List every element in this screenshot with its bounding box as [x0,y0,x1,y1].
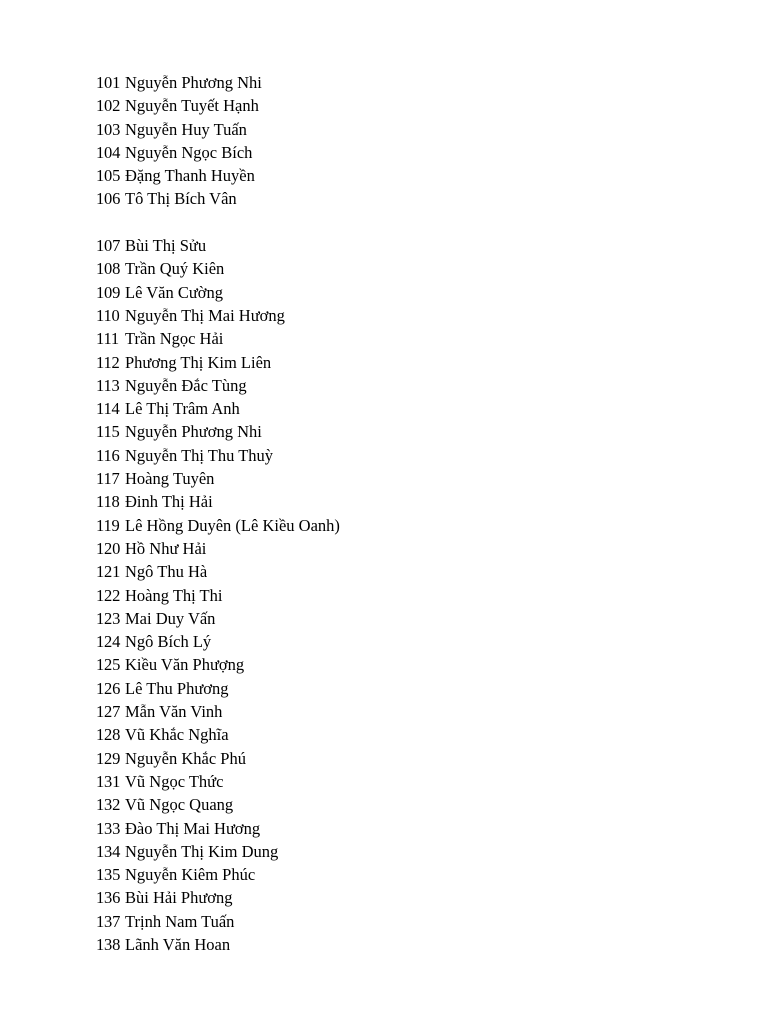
list-item [96,514,340,537]
list-item [96,467,340,490]
list-item [96,653,340,676]
entry-number: 137 [96,911,121,931]
list-item [96,770,340,793]
list-item [96,327,340,350]
entry-name: Lãnh Văn Hoan [125,934,231,954]
list-item [96,607,340,630]
list-item [96,630,340,653]
entry-number: 131 [96,771,121,791]
entry-name: Nguyễn Thị Mai Hương [125,305,285,325]
list-item [96,141,340,164]
entry-name: Vũ Khắc Nghĩa [125,725,229,745]
list-item [96,910,340,933]
entry-number: 103 [96,119,121,139]
entry-name: Nguyễn Ngọc Bích [125,142,253,162]
entry-name: Trịnh Nam Tuấn [125,911,235,931]
entry-number: 114 [96,399,120,419]
list-item [96,374,340,397]
entry-number: 101 [96,73,121,92]
list-item [96,281,340,304]
entry-number: 125 [96,655,121,675]
entry-name: Vũ Ngọc Quang [125,795,234,815]
entry-name: Lê Hồng Duyên (Lê Kiều Oanh) [125,515,340,535]
entry-name: Đinh Thị Hải [125,492,213,512]
entry-name: Nguyễn Phương Nhi [125,422,262,442]
list-item [96,94,340,117]
entry-number: 138 [96,934,121,954]
list-item [96,933,340,956]
entry-number: 113 [96,375,120,395]
list-item [96,723,340,746]
entry-number: 134 [96,841,121,861]
entry-number: 127 [96,702,121,722]
entry-number: 133 [96,818,121,838]
entry-number: 135 [96,865,121,885]
list-item [96,677,340,700]
entry-name: Nguyễn Khắc Phú [125,748,246,768]
list-item [96,793,340,816]
entry-number: 132 [96,795,121,815]
list-item [96,537,340,560]
list-item [96,490,340,513]
entry-name: Mẫn Văn Vinh [125,702,223,722]
list-item [96,420,340,443]
entry-name: Trần Ngọc Hải [125,329,224,349]
list-item [96,351,340,374]
entry-name: Nguyễn Thị Kim Dung [125,841,279,861]
list-item [96,71,340,94]
entry-name: Lê Thị Trâm Anh [125,399,240,419]
entry-number: 102 [96,96,121,116]
entry-number: 129 [96,748,121,768]
entry-name: Vũ Ngọc Thức [125,771,224,791]
entry-name: Lê Văn Cường [125,282,224,302]
entry-number: 118 [96,492,120,512]
entry-number: 136 [96,888,121,908]
entry-name: Hoàng Thị Thi [125,585,223,605]
entry-name: Ngô Bích Lý [125,632,212,652]
list-item [96,840,340,863]
entry-name: Nguyễn Tuyết Hạnh [125,96,259,116]
entry-number: 109 [96,282,121,302]
list-item [96,234,340,257]
entry-name: Lê Thu Phương [125,678,229,698]
list-item [96,118,340,141]
entry-number: 122 [96,585,121,605]
entry-number: 123 [96,608,121,628]
entry-name: Nguyễn Thị Thu Thuỳ [125,445,274,465]
entry-name: Trần Quý Kiên [125,259,225,279]
entry-number: 121 [96,562,121,582]
entry-number: 104 [96,142,121,162]
list-item [96,886,340,909]
entry-number: 117 [96,469,120,489]
entry-name: Mai Duy Vấn [125,608,216,628]
entry-name: Nguyễn Huy Tuấn [125,119,247,139]
entry-number: 126 [96,678,121,698]
entry-number: 119 [96,515,120,535]
entry-name: Nguyễn Đắc Tùng [125,375,247,395]
entry-number: 105 [96,166,121,186]
entry-name: Nguyễn Kiêm Phúc [125,865,256,885]
list-item [96,257,340,280]
list-item [96,187,340,210]
entry-name: Nguyễn Phương Nhi [125,73,262,92]
list-item [96,560,340,583]
entry-name: Bùi Hải Phương [125,888,233,908]
entry-number: 111 [96,329,119,349]
entry-number: 120 [96,538,121,558]
list-item [96,444,340,467]
entry-number: 107 [96,236,121,256]
list-item [96,397,340,420]
entry-number: 110 [96,305,120,325]
entry-name: Đào Thị Mai Hương [125,818,261,838]
entry-number: 115 [96,422,120,442]
list-item [96,863,340,886]
list-item [96,584,340,607]
entry-name: Tô Thị Bích Vân [125,189,237,209]
entry-number: 116 [96,445,120,465]
entry-number: 106 [96,189,121,209]
entry-name: Ngô Thu Hà [125,562,208,582]
list-item [96,700,340,723]
entry-name: Đặng Thanh Huyền [125,166,255,186]
entry-number: 128 [96,725,121,745]
entry-name: Phương Thị Kim Liên [125,352,272,372]
list-item [96,304,340,327]
entry-name: Bùi Thị Sửu [125,236,207,256]
list-item [96,747,340,770]
entry-name: Kiều Văn Phượng [125,655,245,675]
list-item [96,817,340,840]
entry-name: Hồ Như Hải [125,538,207,558]
entry-number: 124 [96,632,121,652]
entry-number: 112 [96,352,120,372]
entry-name: Hoàng Tuyên [125,469,215,489]
name-list [96,71,340,956]
entry-number: 108 [96,259,121,279]
list-item [96,164,340,187]
